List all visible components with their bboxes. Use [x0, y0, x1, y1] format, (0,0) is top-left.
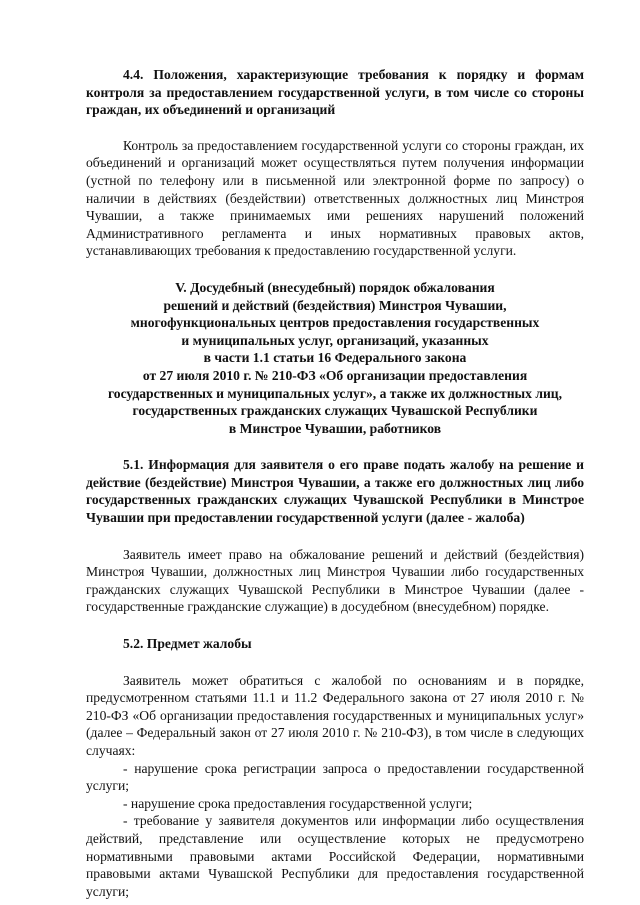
chapter-5-title-line: в части 1.1 статьи 16 Федерального закона — [203, 350, 467, 366]
chapter-5-title-line: и муниципальных услуг, организаций, указанных — [181, 332, 489, 348]
list-item: - требование у заявителя документов или информации либо осуществления действий, представление или осуществление которых не предусмотрено нормативными правовыми актами Российской Федерации, нормативными правовыми актами Чувашской Республики для предоставления государственной услуги; — [86, 813, 584, 899]
chapter-5-title-line: многофункциональных центров предоставления государственных — [130, 315, 540, 331]
chapter-5-title — [86, 279, 584, 437]
chapter-5-title-line: решений и действий (бездействия) Минстроя Чувашии, — [163, 297, 507, 313]
section-4-4-paragraph: Контроль за предоставлением государственной услуги со стороны граждан, их объединений и организаций может осуществляться путем получения информации (устной по телефону или в письменной или электронной форме по запросу) о наличии в действиях (бездействии) ответственных должностных лиц Минстроя Чувашии, а также принимаемых ими решениях нарушений положений Административного регламента и иных нормативных правовых актов, устанавливающих требования к предоставлению государственной услуги. — [86, 137, 584, 259]
chapter-5-title-line: от 27 июля 2010 г. № 210-ФЗ «Об организации предоставления — [142, 367, 528, 383]
chapter-5-title-line: V. Досудебный (внесудебный) порядок обжалования — [175, 279, 495, 295]
section-5-2-paragraph: Заявитель может обратиться с жалобой по основаниям и в порядке, предусмотренном статьями 11.1 и 11.2 Федерального закона от 27 июля 2010 г. № 210-ФЗ «Об организации предоставления государственных и муниципальных услуг» (далее – Федеральный закон от 27 июля 2010 г. № 210-ФЗ), в том числе в следующих случаях: — [86, 672, 584, 758]
section-4-4-heading: 4.4. Положения, характеризующие требования к порядку и формам контроля за предоставлением государственной услуги, в том числе со стороны граждан, их объединений и организаций — [86, 67, 584, 118]
chapter-5-title-line: в Минстрое Чувашии, работников — [228, 420, 442, 436]
list-item: - нарушение срока регистрации запроса о предоставлении государственной услуги; — [86, 760, 584, 794]
chapter-5-title-line: государственных гражданских служащих Чувашской Республики — [132, 403, 538, 419]
complaint-cases-list — [86, 760, 584, 901]
document-page — [86, 66, 584, 900]
section-5-2-heading: 5.2. Предмет жалобы — [123, 636, 252, 652]
section-5-1-paragraph: Заявитель имеет право на обжалование решений и действий (бездействия) Минстроя Чувашии, должностных лиц Минстроя Чувашии либо государственных гражданских служащих Чувашской Республики в Минстрое Чувашии (далее - государственные гражданские служащие) в досудебном (внесудебном) порядке. — [86, 546, 584, 615]
chapter-5-title-line: государственных и муниципальных услуг», а также их должностных лиц, — [107, 385, 563, 401]
list-item: - нарушение срока предоставления государственной услуги; — [123, 795, 473, 811]
section-5-1-heading: 5.1. Информация для заявителя о его праве подать жалобу на решение и действие (бездействие) Минстроя Чувашии, а также его должностных лиц либо государственных гражданских служащих Чувашской Республики в Минстрое Чувашии при предоставлении государственной услуги (далее - жалоба) — [86, 457, 584, 526]
